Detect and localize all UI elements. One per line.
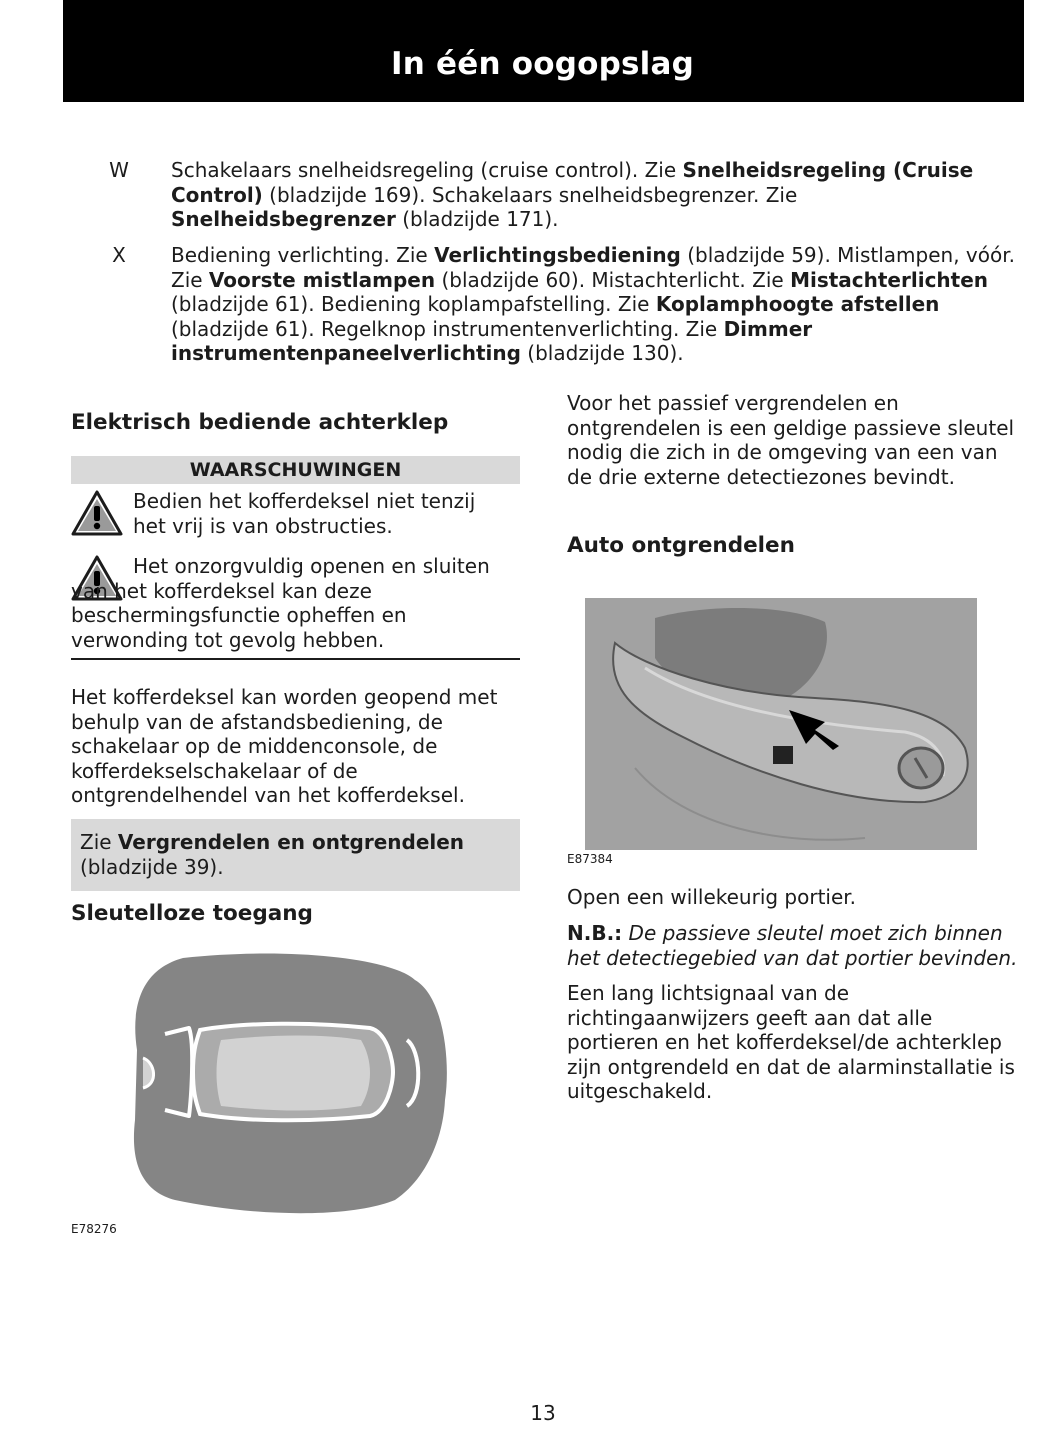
open-door-instruction: Open een willekeurig portier. [567, 885, 857, 909]
page-number: 13 [530, 1401, 556, 1425]
warnings-title: WAARSCHUWINGEN [71, 456, 520, 484]
warning-text-1: Bedien het kofferdeksel niet tenzij het vrij is van obstructies. [133, 489, 476, 538]
section-heading-unlock: Auto ontgrendelen [567, 533, 795, 558]
passive-key-description: Voor het passief vergrendelen en ontgrendelen is een geldige passieve sleutel nodig die zich in de omgeving van een van de drie externe detectiezones bevindt. [567, 391, 1015, 489]
section-heading-keyless: Sleutelloze toegang [71, 901, 313, 926]
legend-key: X [112, 243, 126, 267]
note-text: N.B.: De passieve sleutel moet zich binnen het detectiegebied van dat portier bevinden. [567, 921, 1018, 970]
page-title: In één oogopslag [391, 46, 694, 82]
figure-label: E87384 [567, 852, 613, 866]
section-heading-tailgate: Elektrisch bediende achterklep [71, 410, 449, 435]
tailgate-description: Het kofferdeksel kan worden geopend met behulp van de afstandsbediening, de schakelaar op de middenconsole, de kofferdekselschakelaar of de ontgrendelhendel van het kofferdeksel. [71, 685, 498, 807]
cross-reference-text: Zie Vergrendelen en ontgrendelen (bladzijde 39). [80, 830, 465, 879]
warnings-divider [71, 658, 520, 660]
legend-text: Bediening verlichting. Zie Verlichtingsbediening (bladzijde 59). Mistlampen, vóór. Zie Voorste mistlampen (bladzijde 60). Mistachterlicht. Zie Mistachterlichten (bladzijde 61). Bediening koplampafstelling. Zie Koplamphoogte afstellen (bladzijde 61). Regelknop instrumentenverlichting. Zie Dimmer instrumentenpaneelverlichting (bladzijde 130). [171, 243, 1015, 365]
unlock-signal-description: Een lang lichtsignaal van de richtingaanwijzers geeft aan dat alle portieren en het kofferdeksel/de achterklep zijn ontgrendeld en dat de alarminstallatie is uitgeschakeld. [567, 981, 1015, 1103]
warning-triangle-icon [71, 489, 123, 537]
legend-text: Schakelaars snelheidsregeling (cruise control). Zie Snelheidsregeling (Cruise Control) (bladzijde 169). Schakelaars snelheidsbegrenzer. Zie Snelheidsbegrenzer (bladzijde 171). [171, 158, 974, 231]
door-handle-illustration [585, 598, 977, 850]
legend-key: W [109, 158, 129, 182]
cross-reference-box [71, 819, 520, 891]
detection-zones-illustration [125, 950, 465, 1215]
warning-text-2: Het onzorgvuldig openen en sluiten van het kofferdeksel kan deze beschermingsfunctie opheffen en verwonding tot gevolg hebben. [71, 554, 490, 652]
page-header [63, 0, 1024, 102]
figure-label: E78276 [71, 1222, 117, 1236]
